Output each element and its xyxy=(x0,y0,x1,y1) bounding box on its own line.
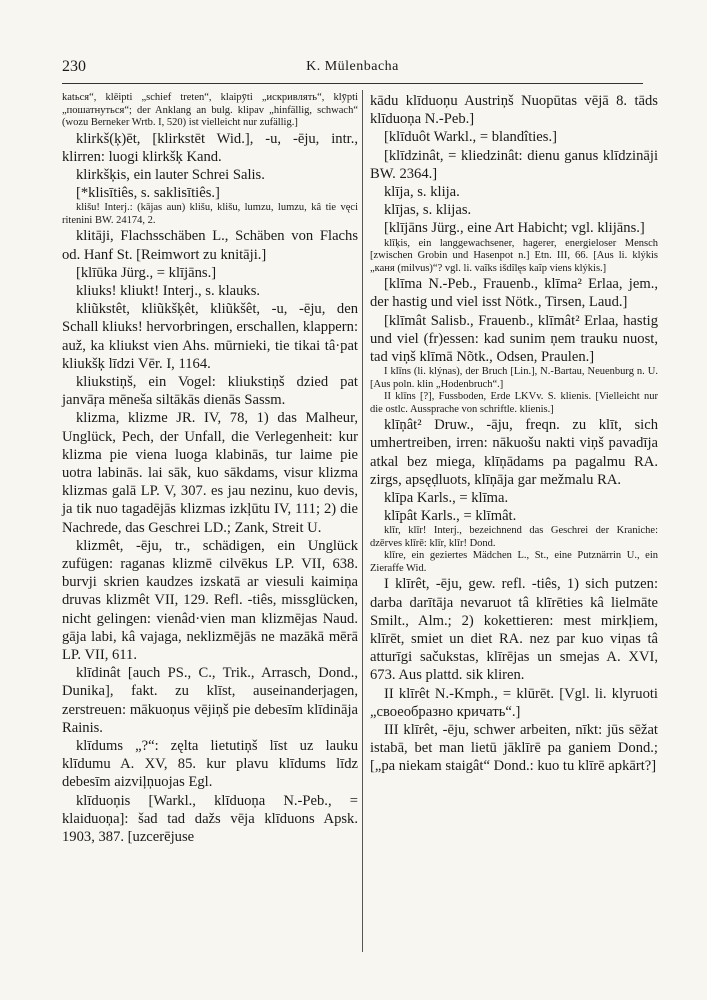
left-column xyxy=(62,92,358,846)
entry: klīr, klīr! Interj., bezeichnend das Geschrei der Kraniche: dzērves klīrē: klīr, klīr! Dond. xyxy=(370,525,658,549)
entry: klišu! Interj.: (kājas aun) klišu, klišu, lumzu, lumzu, kâ tie vęci ritenini BW. 24174, 2. xyxy=(62,202,358,226)
entry: kliukstiņš, ein Vogel: kliukstiņš dzied pat janvāŗa mēneša siltākās dienās Sassm. xyxy=(62,373,358,409)
entry: klīre, ein geziertes Mädchen L., St., eine Putznärrin U., ein Zieraffe Wid. xyxy=(370,550,658,574)
entry: [klīduôt Warkl., = blandîties.] xyxy=(384,129,557,146)
entry: klīja, s. klija. xyxy=(384,184,460,201)
entry: [klīdzinât, = kliedzinât: dienu ganus klīdzināji BW. 2364.] xyxy=(370,147,658,182)
entry: klizmêt, -ēju, tr., schädigen, ein Unglück zufügen: raganas klizmē cilvēkus LP. VII, 638. burvji skrien kaudzes izskatā ar viesuli kaimiņa druvas klizmêt VII, 129. Refl. -tiês, missglücken, nicht gelingen: vienâd·vien man klizmējas Naud. gāja labi, kâ vajaga, neklizmējās ne mazākā mērā LP. VII, 611. xyxy=(62,537,358,663)
right-column xyxy=(370,92,658,776)
entry: klirkš(ķ)ēt, [klirkstēt Wid.], -u, -ēju, intr., klirren: luogi klirkšķ Kand. xyxy=(62,130,358,165)
entry: I klīns (li. klýnas), der Bruch [Lin.], N.-Bartau, Neuenburg n. U. [Aus poln. klin „Hodenbruch“.] xyxy=(370,366,658,390)
entry: katься“, klēipti „schief treten“, klaipȳti „искривлять“, klȳpti „пошатнуться“; der Anklang an bulg. klipav „hinfällig, schwach“ (wozu Berneker Wrtb. I, 520) ist vielleicht nur zufällig.] xyxy=(62,92,358,128)
entry: klizma, klizme JR. IV, 78, 1) das Malheur, Unglück, Pech, der Unfall, die Verlegenheit: kur klizma pie viena luoga klabinās, tur laime pie uotra labinās. lai sāk, kuo sākdams, visur klizma klizmas galā LP. V, 307. es jau nezinu, kuo devis, ja tik nuo tagadējās klizmas izkļūtu IV, 111; 2) die Nachrede, das Geschrei LD.; Zank, Streit U. xyxy=(62,410,358,536)
entry: [*klisītiês, s. saklisītiês.] xyxy=(76,185,220,202)
entry: II klīns [?], Fussboden, Erde LKVv. S. klienis. [Vielleicht nur die ostlc. Aussprache von schriftle. klienis.] xyxy=(370,391,658,415)
running-head: K. Mülenbacha xyxy=(306,59,399,74)
entry: kliũkstêt, kliũkšķêt, kliũkšêt, -u, -ēju, den Schall kliuks! hervorbringen, erschallen, klappern: auž, ka kliukst vien Ahs. mūrnieki, tie tikai tâ·pat kliukšķ līdzi Vēr. I, 1164. xyxy=(62,301,358,372)
entry: klitāji, Flachsschäben L., Schäben von Flachs od. Hanf St. [Reimwort zu knitāji.] xyxy=(62,228,358,263)
entry: kliuks! kliukt! Interj., s. klauks. xyxy=(76,282,261,299)
page-header xyxy=(62,58,643,80)
entry: I klīrêt, -ēju, gew. refl. -tiês, 1) sich putzen: darba darītāja nevaruot tâ klīrēties kâ lielmāte Smilt., Alm.; 2) kokettieren: mest mirkļiem, klīrēt, smiet un diet RA. nez par kuo viņas tâ atturīgi sačukstas, klīrējas un smejas A. XVI, 673. Aus plattd. sik kliren. xyxy=(370,576,658,684)
entry: kādu klīduoņu Austriņš Nuopūtas vējā 8. tāds klīduoņa N.-Peb.] xyxy=(370,93,658,128)
entry: klīduoņis [Warkl., klīduoņa N.-Peb., = klaiduoņa]: šad tad dažs vēja klīduons Apsk. 1903, 387. [uzcerējuse xyxy=(62,792,358,846)
entry: klījas, s. klijas. xyxy=(384,202,472,219)
entry: klirkšķis, ein lauter Schrei Salis. xyxy=(76,166,265,183)
entry: klīdums „?“: zęlta lietutiņš līst uz lauku klīdumu A. XV, 85. kur plavu klīdums līdz debesīm aizviļņuojas Egl. xyxy=(62,738,358,791)
entry: klīņât² Druw., -āju, freqn. zu klīt, sich umhertreiben, irren: nākuošu nakti viņš pavadīja atkal bez miega, klīņādams pa pagalmu RA. zirgs, apsęḍluots, klīņāja gar mežmalu RA. xyxy=(370,417,658,488)
entry: klīķis, ein langgewachsener, hagerer, energieloser Mensch [zwischen Grobin und Hasenpot n.] Etn. III, 66. [Aus li. klýkis „каня (milvus)“? vgl. li. vaĩks išdîlęs kaĩp viens klýkis.] xyxy=(370,237,658,274)
entry: III klīrêt, -ēju, schwer arbeiten, nīkt: jūs sēžat istabā, bet man lietū jāklīrē pa ganiem Dond.; [„pa niekam staigât“ Dond.: kuo tu klīrē apkārt?] xyxy=(370,721,658,775)
entry: klīdinât [auch PS., C., Trik., Arrasch, Dond., Dunika], fakt. zu klīst, auseinanderjagen, zerstreuen: mākuoņus vējiņš pie debesīm klīdināja Rainis. xyxy=(62,665,358,736)
entry: klīpa Karls., = klīma. xyxy=(384,489,509,506)
entry: [klījāns Jürg., eine Art Habicht; vgl. klijāns.] xyxy=(384,220,645,237)
entry: [klīma N.-Peb., Frauenb., klīma² Erlaa, jem., der hastig und viel isst Nötk., Tirsen, Laud.] xyxy=(370,276,658,311)
column-divider xyxy=(362,90,363,952)
entry: II klīrêt N.-Kmph., = klūrēt. [Vgl. li. klyruoti „своеобразно кричать“.] xyxy=(370,685,658,720)
header-rule xyxy=(62,83,643,84)
page-number: 230 xyxy=(62,58,86,75)
entry: [klīmât Salisb., Frauenb., klīmât² Erlaa, hastig und viel (fr)essen: kad sunim ņem trauku nuost, tad viņš klīmā Nõtk., Odsen, Praulen.] xyxy=(370,312,658,365)
entry: klīpât Karls., = klīmât. xyxy=(384,508,517,525)
entry: [klīūka Jürg., = klījāns.] xyxy=(76,264,217,281)
